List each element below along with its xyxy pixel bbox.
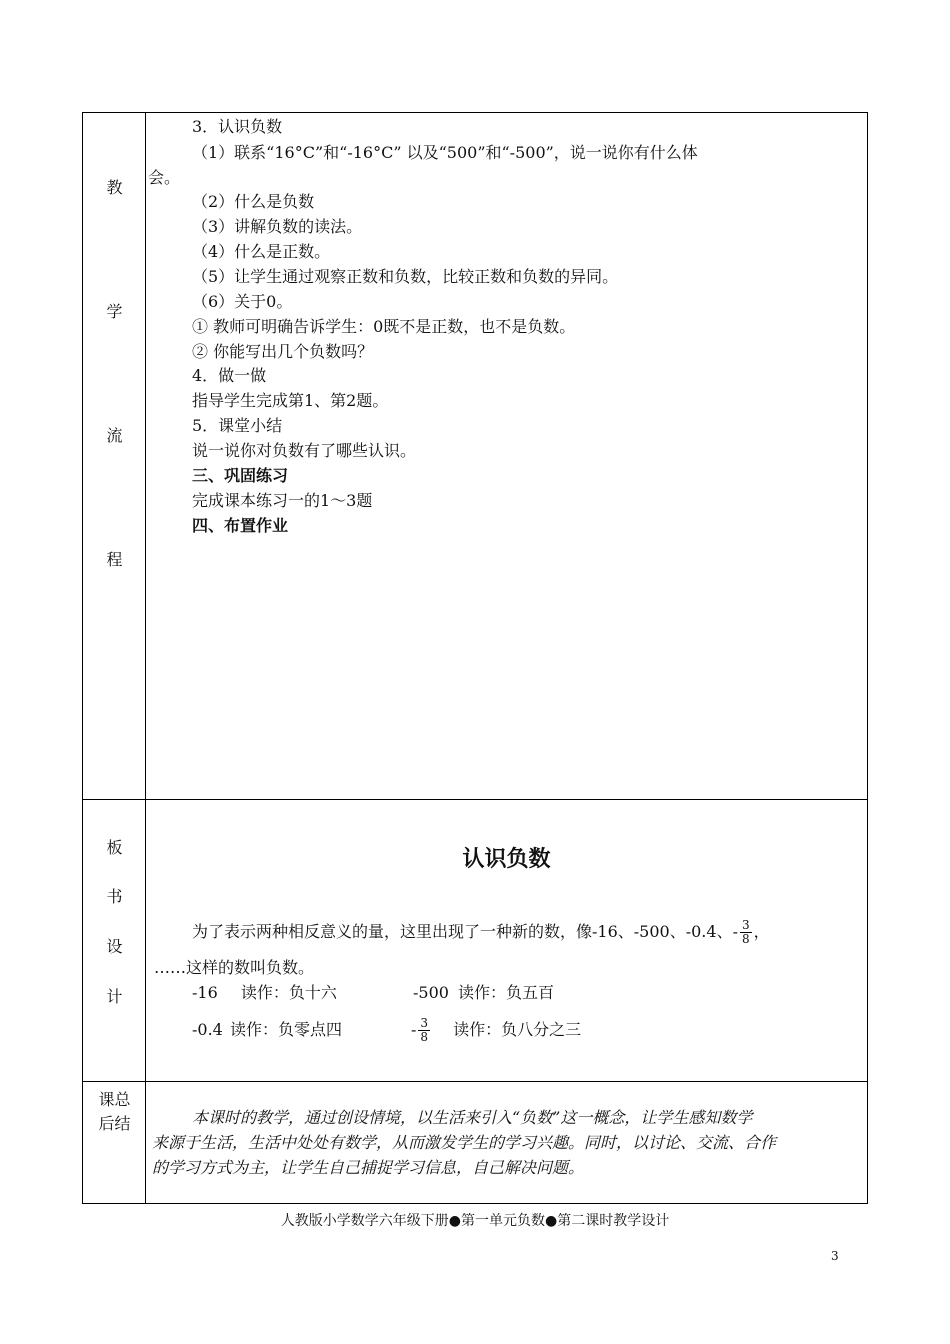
process-line: 指导学生完成第1、第2题。 [192,391,389,410]
reading-text: 读作：负八分之三 [453,1020,582,1039]
reading-text: 读作：负五百 [458,983,555,1002]
fraction-denominator: 8 [741,932,750,946]
summary-row [83,1082,867,1203]
three-eighths-fraction [740,919,752,946]
page-number: 3 [831,1249,839,1263]
board-row [83,800,867,1082]
board-label-char: 书 [106,887,123,906]
process-line: 3．认识负数 [192,117,283,136]
board-label-char: 计 [106,987,123,1006]
process-label-cell [83,113,146,799]
reading-number: -500 [413,983,449,1002]
process-line: 说一说你对负数有了哪些认识。 [192,441,417,460]
board-title: 认识负数 [462,847,551,872]
board-intro-comma: ， [753,922,770,941]
board-label-cell [83,800,146,1081]
reading-text: 读作：负零点四 [229,1020,342,1039]
reading-text: 读作：负十六 [240,983,337,1002]
page-footer: 人教版小学数学六年级下册●第一单元负数●第二课时教学设计 [280,1213,670,1229]
process-line: ② 你能写出几个负数吗？ [192,342,374,361]
summary-label-line: 课总 [98,1090,131,1109]
process-line: （3）讲解负数的读法。 [192,217,363,236]
process-line: ① 教师可明确告诉学生：0既不是正数，也不是负数。 [192,317,576,336]
summary-label-cell [83,1082,146,1203]
board-intro-text: 为了表示两种相反意义的量，这里出现了一种新的数，像-16、-500、-0.4、- [192,922,738,941]
three-eighths-fraction [418,1017,430,1044]
process-label-char: 学 [106,302,123,321]
process-heading: 四、布置作业 [192,516,289,535]
process-line: （2）什么是负数 [192,192,315,211]
process-line: （4）什么是正数。 [192,242,331,261]
process-label-char: 流 [106,426,123,445]
board-label-char: 板 [106,838,123,857]
summary-label-line: 后结 [98,1114,131,1133]
fraction-numerator: 3 [420,1016,429,1030]
fraction-denominator: 8 [420,1030,429,1044]
process-line: （5）让学生通过观察正数和负数，比较正数和负数的异同。 [192,267,619,286]
process-label-char: 程 [106,550,123,569]
summary-line: 来源于生活，生活中处处有数学，从而激发学生的学习兴趣。同时，以讨论、交流、合作 [152,1133,777,1152]
lesson-table [82,112,868,1204]
reading-neg16 [192,983,337,1003]
process-heading: 三、巩固练习 [192,466,289,485]
process-label-char: 教 [106,178,123,197]
board-label-char: 设 [106,937,123,956]
board-content [146,800,867,1081]
summary-content [146,1082,867,1203]
board-intro-cont: ……这样的数叫负数。 [154,958,315,977]
process-line: 5．课堂小结 [192,416,283,435]
reading-neg0-4 [192,1020,342,1040]
board-intro [192,918,770,946]
process-line: （6）关于0。 [192,292,293,311]
reading-neg3-8 [411,1010,581,1050]
fraction-numerator: 3 [741,918,750,932]
process-line: （1）联系“16°C”和“-16°C” 以及“500”和“-500”，说一说你有什么体 [192,143,698,162]
process-content [146,113,867,799]
process-line: 4．做一做 [192,366,267,385]
process-line: 会。 [148,168,181,187]
summary-line: 本课时的教学，通过创设情境，以生活来引入“负数”这一概念，让学生感知数学 [192,1108,753,1127]
process-line: 完成课本练习一的1～3题 [192,491,373,510]
reading-number: -0.4 [192,1020,223,1039]
reading-neg500 [413,983,554,1003]
reading-number: - [411,1020,417,1039]
reading-number: -16 [192,983,218,1002]
process-row [83,113,867,800]
summary-line: 的学习方式为主，让学生自己捕捉学习信息，自己解决问题。 [152,1158,585,1177]
